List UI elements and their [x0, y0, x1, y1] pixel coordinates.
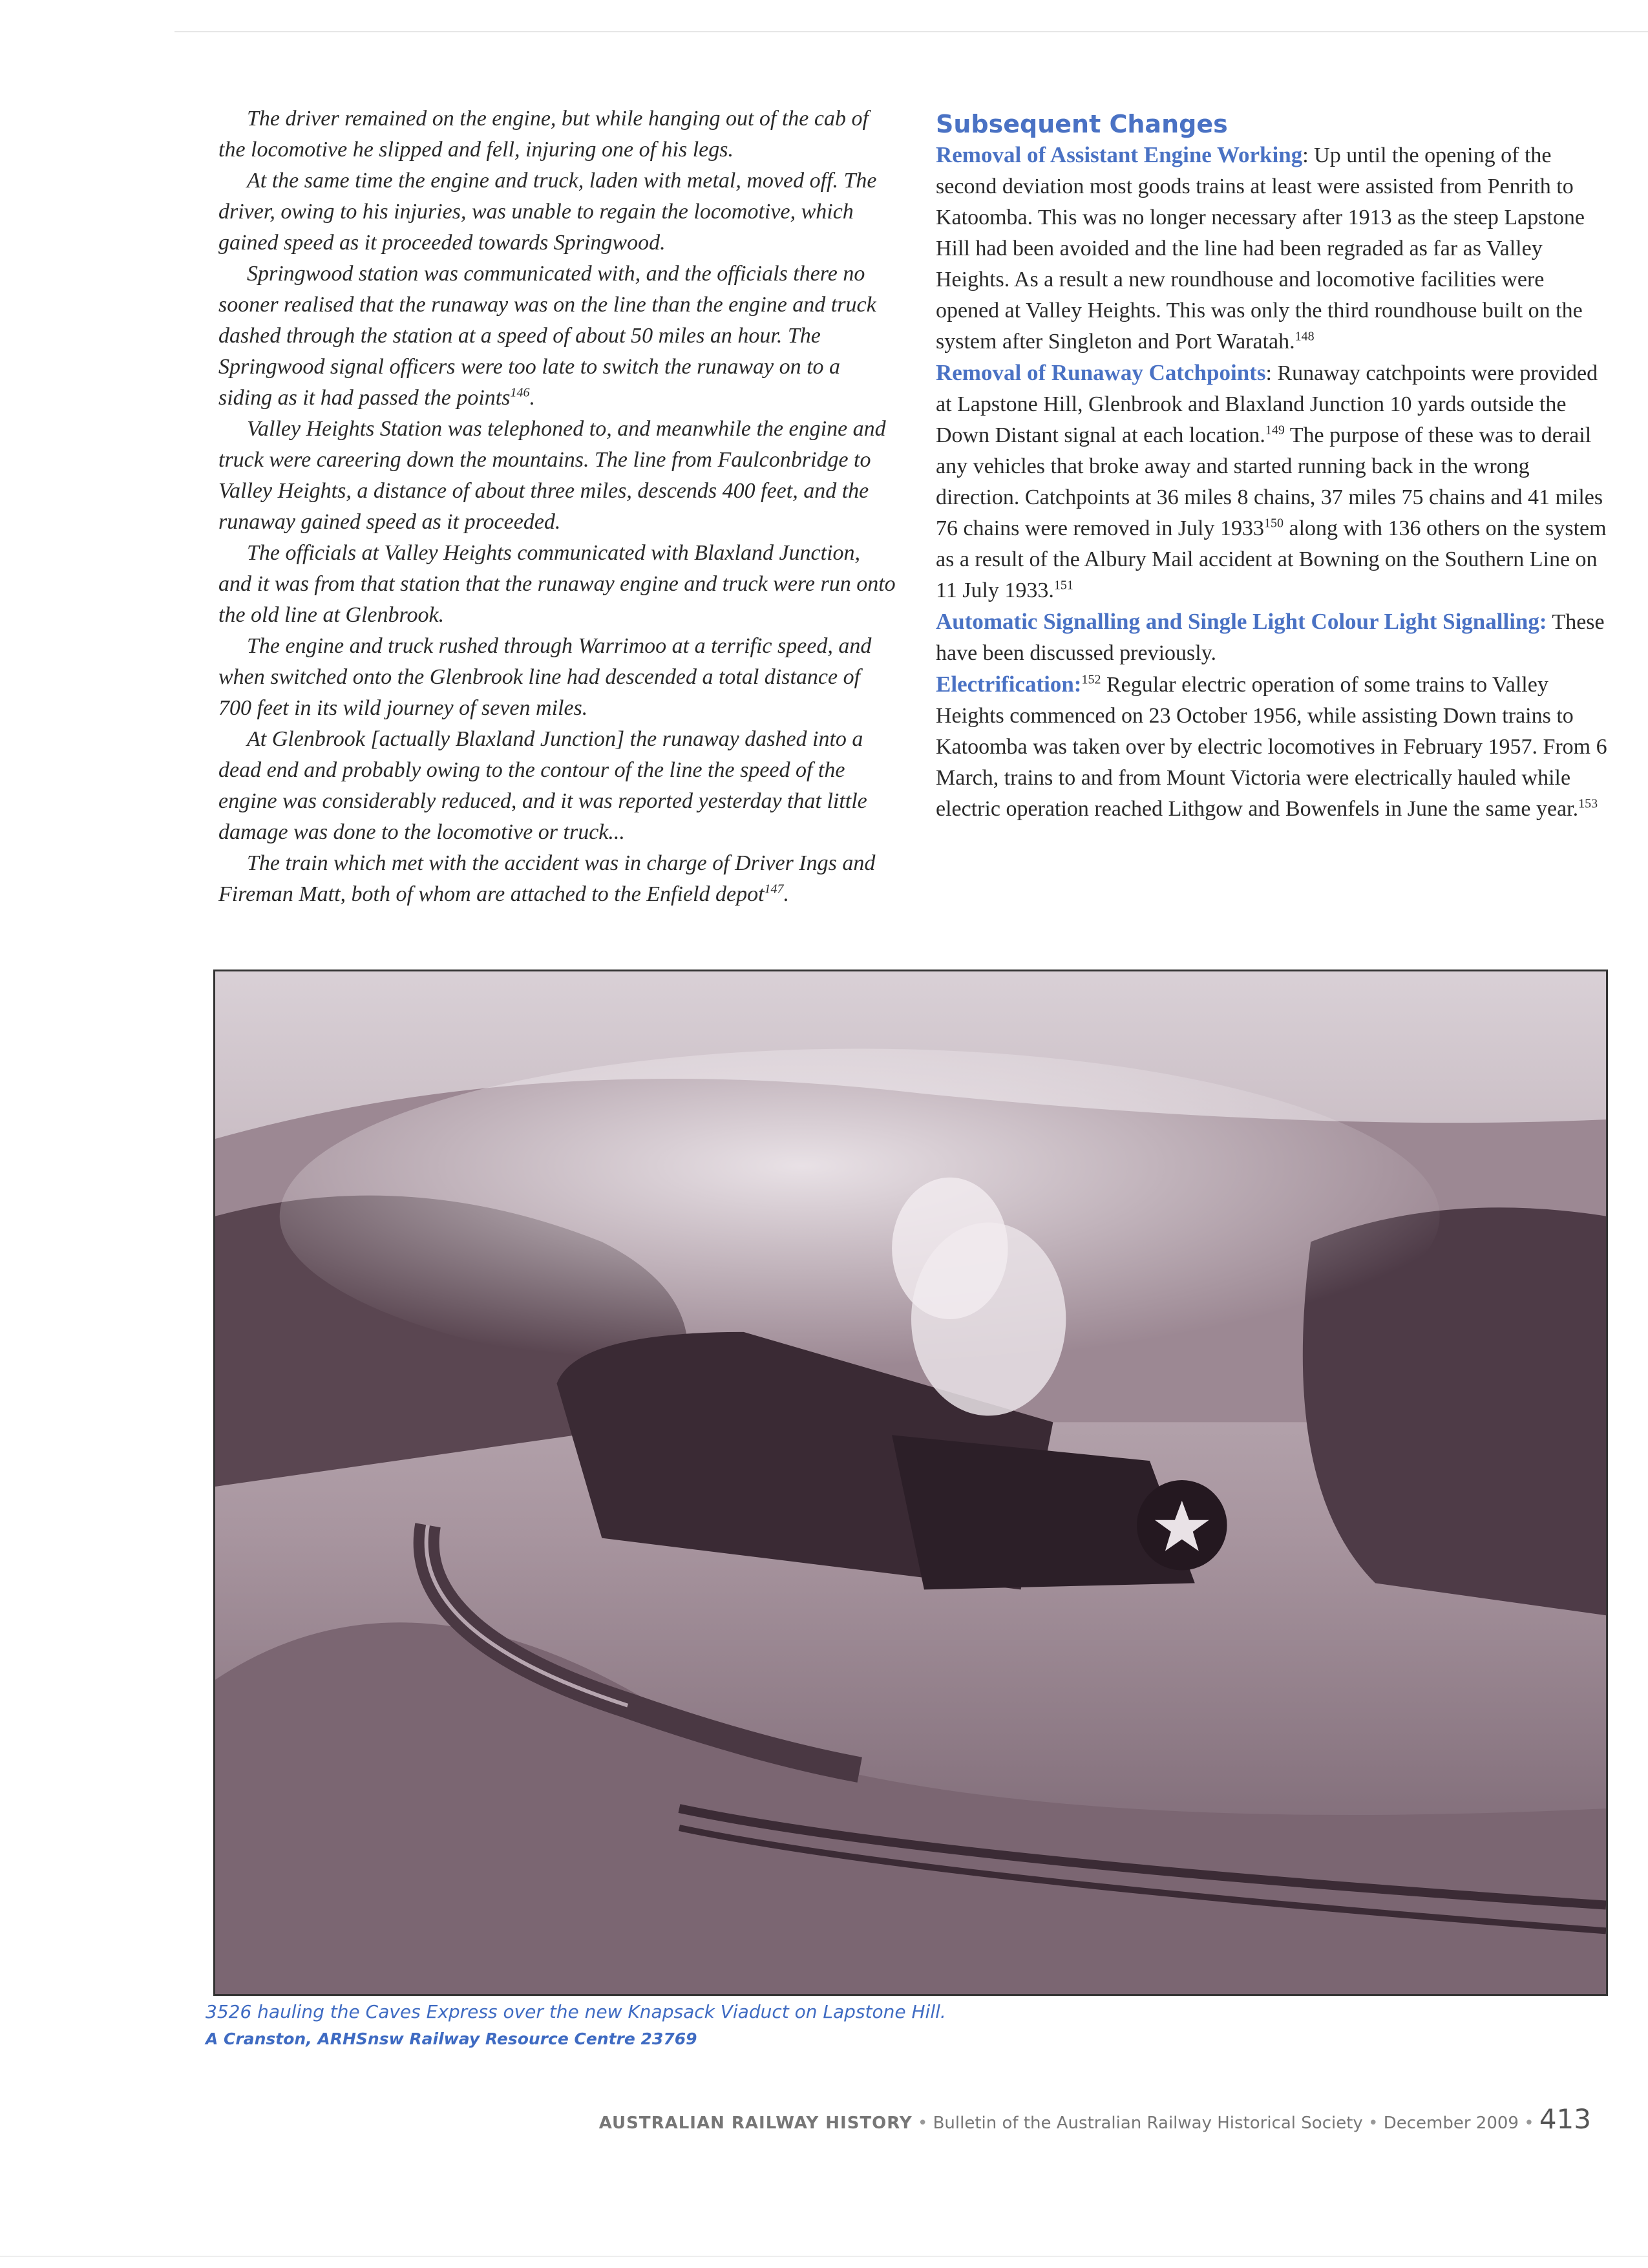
subheading-signalling: Automatic Signalling and Single Light Colour Light Signalling: [936, 609, 1547, 634]
train-photo [213, 970, 1608, 1996]
paragraph-signalling [936, 606, 1608, 669]
paragraph-text: Regular electric operation of some trains to Valley Heights commenced on 23 October 1956, while assisting Down trains to Katoomba was taken over by electric locomotives in February 1957. From 6 March, trains to and from Mount Victoria were electrically hauled while electric operation reached Lithgow and Bowenfels in June the same year. [936, 673, 1607, 821]
footnote-ref: 152 [1081, 672, 1101, 687]
quote-paragraph: Valley Heights Station was telephoned to, and meanwhile the engine and truck were careering down the mountains. The line from Faulconbridge to Valley Heights, a distance of about three miles, descends 400 feet, and the runaway gained speed as it proceeded. [218, 417, 886, 534]
section-title: Subsequent Changes [936, 110, 1228, 138]
quote-paragraph: The officials at Valley Heights communicated with Blaxland Junction, and it was from that station that the runaway engine and truck were run onto the old line at Glenbrook. [218, 541, 896, 627]
paragraph-text: along with 136 others on the system as a result of the Albury Mail accident at Bowning on the Southern Line on 11 July 1933. [936, 516, 1607, 602]
quote-paragraph: The driver remained on the engine, but while hanging out of the cab of the locomotive he slipped and fell, injuring one of his legs. [218, 107, 869, 162]
paragraph-text: The purpose of these was to derail any vehicles that broke away and started running back in the wrong direction. Catchpoints at 36 miles 8 chains, 37 miles 75 chains and 41 miles 76 chains were removed in July 1933 [936, 423, 1603, 540]
paragraph-catchpoints [936, 357, 1608, 606]
quote-paragraph-text: The train which met with the accident was in charge of Driver Ings and Fireman Matt, both of whom are attached to the Enfield depot [218, 851, 876, 906]
left-column-quote [218, 103, 897, 910]
publication-name: AUSTRALIAN RAILWAY HISTORY [598, 2114, 913, 2133]
right-column [936, 109, 1608, 825]
footnote-ref: 147 [764, 882, 784, 896]
bulletin-name: Bulletin of the Australian Railway Historical Society [933, 2114, 1363, 2133]
top-rule [174, 31, 1648, 32]
subheading-electrification: Electrification: [936, 672, 1082, 697]
page-footer [599, 2103, 1591, 2135]
quote-paragraph [218, 848, 897, 910]
quote-paragraph: The engine and truck rushed through Warrimoo at a terrific speed, and when switched onto the Glenbrook line had descended a total distance of 700 feet in its wild journey of seven miles. [218, 634, 872, 720]
footnote-ref: 149 [1265, 423, 1285, 438]
subheading-assistant-engine: Removal of Assistant Engine Working [936, 142, 1303, 167]
paragraph-electrification [936, 669, 1608, 825]
quote-paragraph: At Glenbrook [actually Blaxland Junction] the runaway dashed into a dead end and probably owing to the contour of the line the speed of the engine was considerably reduced, and it was reported yesterday that little damage was done to the locomotive or truck... [218, 727, 867, 844]
footer-separator: • [917, 2114, 928, 2133]
footnote-ref: 151 [1053, 578, 1073, 593]
footer-separator: • [1524, 2114, 1534, 2133]
subheading-catchpoints: Removal of Runaway Catchpoints [936, 360, 1266, 385]
caption-text: 3526 hauling the Caves Express over the new Knapsack Viaduct on Lapstone Hill. [206, 2001, 946, 2022]
quote-paragraph-text: Springwood station was communicated with, and the officials there no sooner realised that the runaway was on the line than the engine and truck dashed through the station at a speed of about 50 miles an hour. The Springwood signal officers were too late to switch the runaway on to a siding as it had passed the points [218, 262, 876, 410]
footnote-ref: 153 [1578, 796, 1598, 811]
train-photo-illustration [215, 971, 1606, 1994]
quote-paragraph: At the same time the engine and truck, laden with metal, moved off. The driver, owing to his injuries, was unable to regain the locomotive, which gained speed as it proceeded towards Springwood. [218, 169, 877, 255]
footnote-ref: 150 [1264, 516, 1284, 531]
paragraph-text: : Up until the opening of the second deviation most goods trains at least were assisted from Penrith to Katoomba. This was no longer necessary after 1913 as the steep Lapstone Hill had been avoided and the line had been regraded as far as Valley Heights. As a result a new roundhouse and locomotive facilities were opened at Valley Heights. This was only the third roundhouse built on the system after Singleton and Port Waratah. [936, 143, 1585, 354]
photo-caption [206, 1998, 1563, 2053]
footnote-ref: 148 [1294, 329, 1315, 344]
quote-paragraph-tail: . [529, 386, 535, 410]
paragraph-text: These have been discussed previously. [936, 610, 1605, 665]
footnote-ref: 146 [510, 385, 530, 400]
photo-credit: A Cranston, ARHSnsw Railway Resource Centre 23769 [206, 2030, 697, 2048]
issue-date: December 2009 [1383, 2114, 1519, 2133]
page-number: 413 [1539, 2103, 1591, 2135]
paragraph-assistant-engine [936, 140, 1608, 357]
paragraph-text: : Runaway catchpoints were provided at Lapstone Hill, Glenbrook and Blaxland Junction 10 yards outside the Down Distant signal at each location. [936, 361, 1598, 447]
quote-paragraph [218, 259, 897, 414]
footer-separator: • [1368, 2114, 1379, 2133]
quote-paragraph-tail: . [783, 882, 790, 906]
bottom-rule [0, 2256, 1648, 2257]
